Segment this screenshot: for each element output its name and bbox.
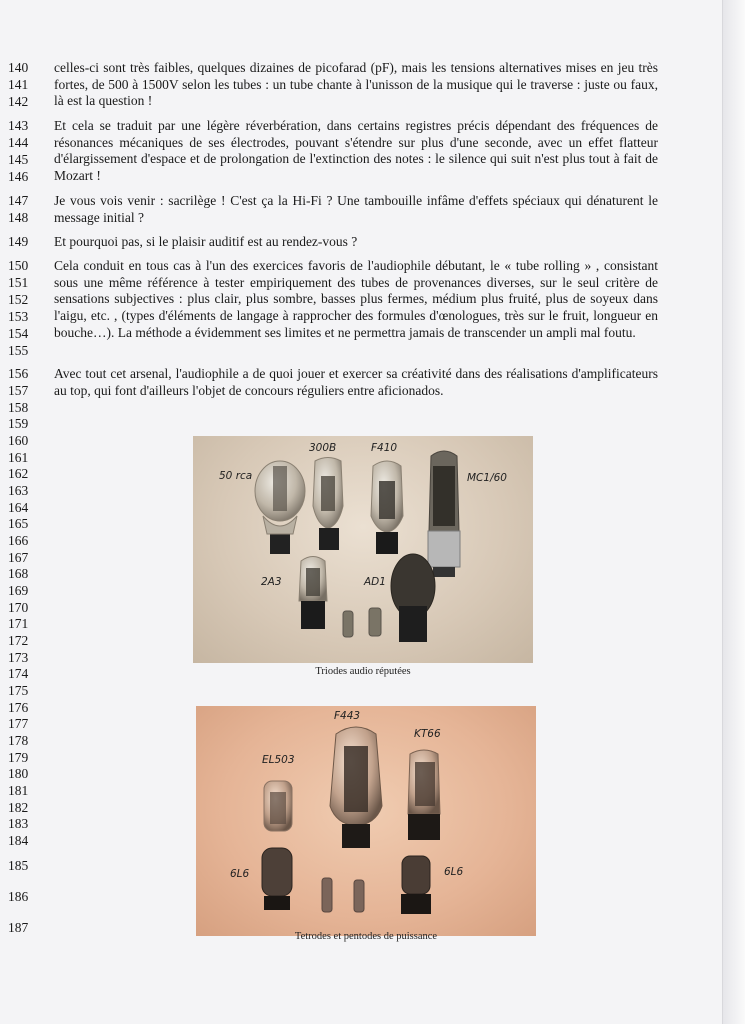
line-number: 166 [8,533,29,548]
line-number: 140 [8,60,29,75]
line-number: 184 [8,833,29,848]
line-number: 164 [8,500,29,515]
line-number: 156 [8,366,29,381]
line-number: 143 [8,118,29,133]
line-number: 171 [8,616,29,631]
line-number: 160 [8,433,29,448]
line-number: 167 [8,550,29,565]
line-number: 173 [8,650,29,665]
body-paragraph: Cela conduit en tous cas à l'un des exercices favoris de l'audiophile débutant, le « tube rolling » , consistant sous une même référence à tester empiriquement des tubes de provenances diverses, sur le seul critère de sensations subjectives : plus clair, plus sombre, basses plus fermes, médium plus fruité, plus de soyeux dans l'aigu, etc. , (types d'éléments de langage à rapprocher des formules d'œnologues, très sur le fruit, longueur en bouche…). La méthode a évidemment ses limites et ne permettra jamais de transcender un ampli mal foutu. [54,258,658,340]
line-number: 165 [8,516,29,531]
line-number: 152 [8,292,29,307]
line-number: 177 [8,716,29,731]
line-number: 155 [8,343,29,358]
figure2-caption: Tetrodes et pentodes de puissance [294,931,438,942]
line-number: 170 [8,600,29,615]
tetrodes-photo [196,706,536,936]
line-number: 180 [8,766,29,781]
line-number: 174 [8,666,29,681]
line-number: 151 [8,275,29,290]
line-number: 163 [8,483,29,498]
tube-label-mc160: MC1/60 [467,472,507,484]
line-number: 168 [8,566,29,581]
body-paragraph: Je vous vois venir : sacrilège ! C'est ça la Hi-Fi ? Une tambouille infâme d'effets spéciaux qui dénaturent le message initial ? [54,193,658,225]
line-number: 149 [8,234,29,249]
tetrodes-tubes-drawing [196,706,536,936]
line-number: 148 [8,210,29,225]
tube-label-300b: 300B [309,442,337,454]
line-number: 186 [8,889,29,904]
line-number: 169 [8,583,29,598]
line-number: 162 [8,466,29,481]
tube-label-6l6-left: 6L6 [230,868,250,880]
line-number: 178 [8,733,29,748]
line-number: 182 [8,800,29,815]
line-number: 158 [8,400,29,415]
line-number: 179 [8,750,29,765]
line-number: 175 [8,683,29,698]
tube-label-50rca: 50 rca [219,470,253,482]
tube-label-2a3: 2A3 [261,576,282,588]
tube-label-f443: F443 [334,710,361,722]
line-number: 145 [8,152,29,167]
line-number: 181 [8,783,29,798]
line-number: 154 [8,326,29,341]
line-number: 147 [8,193,29,208]
line-number: 153 [8,309,29,324]
line-number: 159 [8,416,29,431]
line-number: 176 [8,700,29,715]
line-number: 172 [8,633,29,648]
tube-label-kt66: KT66 [414,728,441,740]
line-number: 187 [8,920,29,935]
line-number: 150 [8,258,29,273]
figure1-caption: Triodes audio réputées [315,666,411,677]
tube-label-ad1: AD1 [364,576,386,588]
tube-label-el503: EL503 [262,754,295,766]
line-number: 185 [8,858,29,873]
line-number: 161 [8,450,29,465]
line-number: 157 [8,383,29,398]
figure2-caption-cut [196,931,536,943]
tube-label-6l6-right: 6L6 [444,866,464,878]
body-paragraph: Avec tout cet arsenal, l'audiophile a de quoi jouer et exercer sa créativité dans des réalisations d'amplificateurs au top, qui font d'ailleurs l'objet de concours réguliers entre aficionados. [54,366,658,398]
page-edge [722,0,745,1024]
body-paragraph: Et cela se traduit par une légère réverbération, dans certains registres précis dépendant des fréquences de résonances mécaniques de ses électrodes, pouvant s'étendre sur plus d'une seconde, avec un effet flatteur d'élargissement d'espace et de prolongation de l'extinction des notes : le silence qui suit n'est plus tout à fait de Mozart ! [54,118,658,184]
line-number: 146 [8,169,29,184]
body-paragraph: Et pourquoi pas, si le plaisir auditif est au rendez-vous ? [54,234,358,249]
triodes-photo [193,436,533,663]
tube-label-f410: F410 [371,442,398,454]
body-paragraph: celles-ci sont très faibles, quelques dizaines de picofarad (pF), mais les tensions alternatives mises en jeu très fortes, de 500 à 1500V selon les tubes : un tube chante à l'unisson de la musique qui le traverse : juste ou faux, là est la question ! [54,60,658,109]
line-number: 144 [8,135,29,150]
line-number: 141 [8,77,29,92]
line-number: 183 [8,816,29,831]
line-number: 142 [8,94,29,109]
